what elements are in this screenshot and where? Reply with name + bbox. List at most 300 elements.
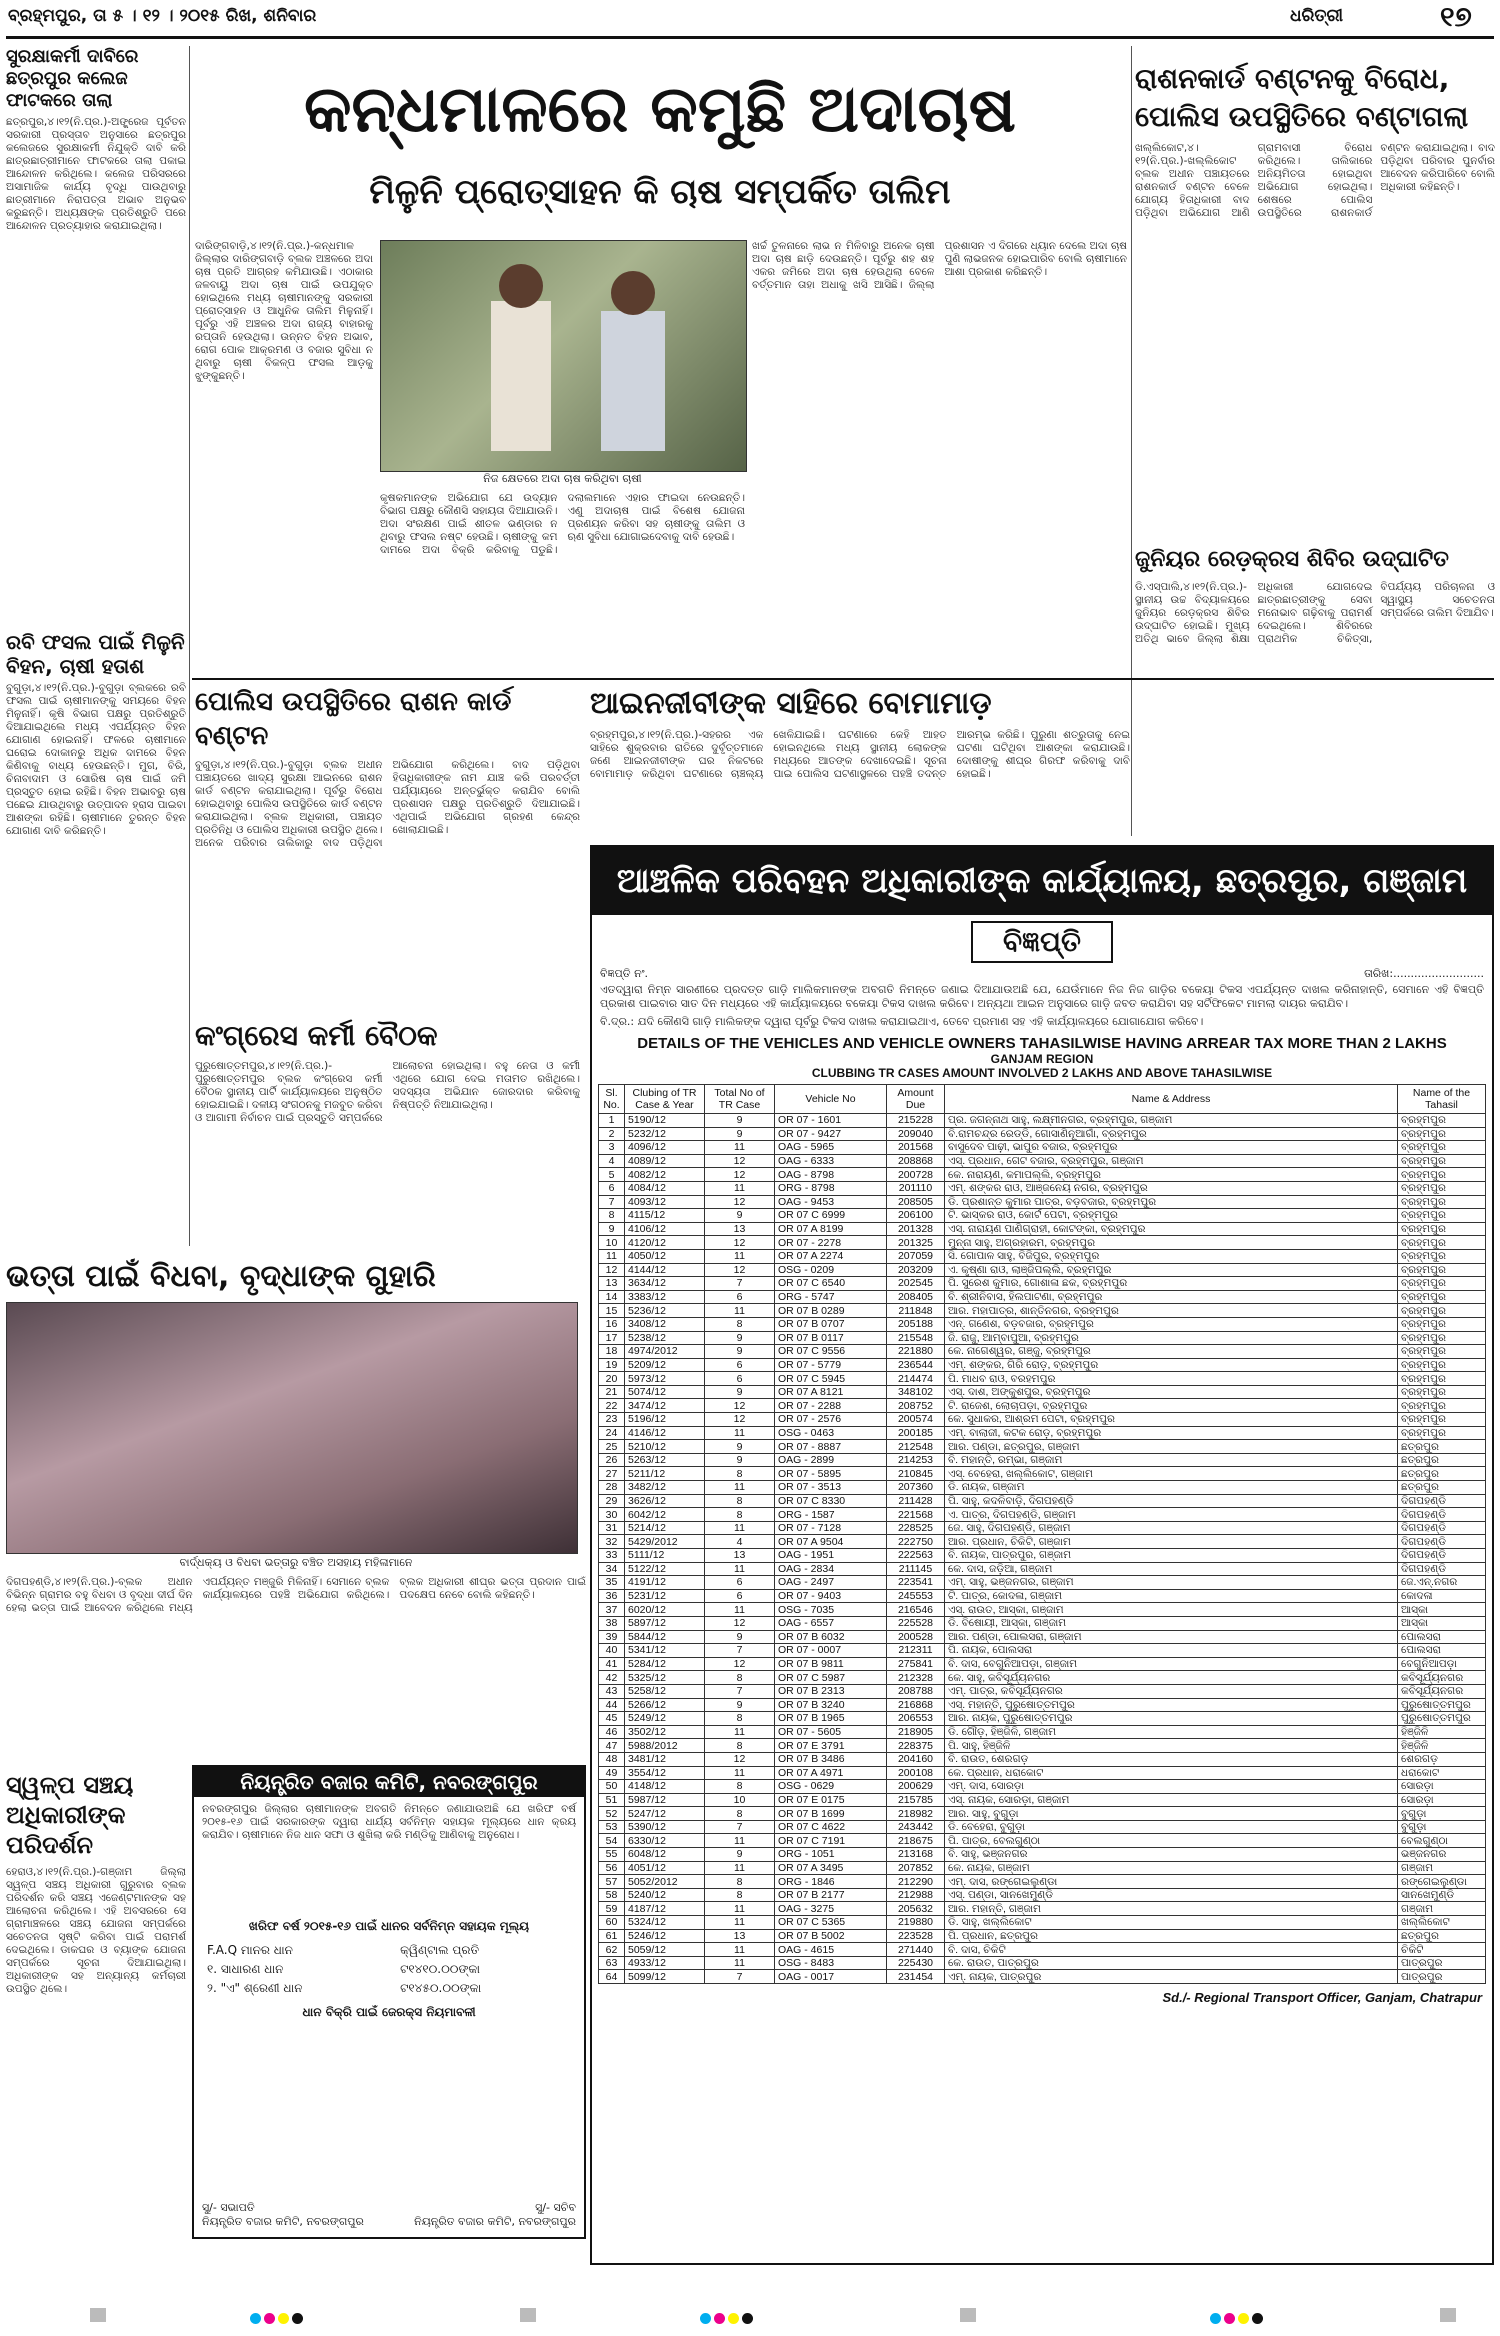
table-cell: 11 — [599, 1249, 625, 1263]
table-cell: OAG - 9453 — [775, 1195, 887, 1209]
table-cell: ଗଞ୍ଜାମ — [1398, 1861, 1486, 1875]
table-cell: 4 — [705, 1535, 775, 1549]
table-cell: OR 07 A 2274 — [775, 1249, 887, 1263]
table-cell: 19 — [599, 1358, 625, 1372]
table-cell: 4 — [599, 1154, 625, 1168]
table-cell: ଏନ୍. ଗଣେଶ, ବଡ଼ବଜାର, ବ୍ରହ୍ମପୁର — [945, 1317, 1398, 1331]
table-cell: 12 — [705, 1236, 775, 1250]
table-cell: ଏମ୍. ସାହୁ, ଭଞ୍ଜନଗର, ଗଞ୍ଜାମ — [945, 1576, 1398, 1590]
table-cell: 34 — [599, 1562, 625, 1576]
table-cell: OR 07 B 5002 — [775, 1929, 887, 1943]
table-cell: 221880 — [887, 1345, 945, 1359]
table-cell: ଦିଗପହଣ୍ଡି — [1398, 1562, 1486, 1576]
table-cell: 12 — [705, 1195, 775, 1209]
table-cell: 212311 — [887, 1644, 945, 1658]
table-cell: 222563 — [887, 1549, 945, 1563]
table-cell: OR 07 C 7191 — [775, 1834, 887, 1848]
table-cell: ବି. ନାୟକ, ପାତ୍ରପୁର, ଗଞ୍ଜାମ — [945, 1549, 1398, 1563]
gray-block — [520, 2308, 536, 2322]
table-cell: ପି. ସାହୁ, କଦଳିବାଡ଼ି, ଦିଗପହଣ୍ଡି — [945, 1494, 1398, 1508]
table-cell: 22 — [599, 1399, 625, 1413]
table-cell: 207059 — [887, 1249, 945, 1263]
table-cell: OR 07 - 9427 — [775, 1127, 887, 1141]
widows-photo — [6, 1302, 578, 1554]
table-cell: ଡି. ପ୍ରଶାନ୍ତ କୁମାର ପାତ୍ର, ବଡ଼ବଜାର, ବ୍ରହ୍ମପୁର — [945, 1195, 1398, 1209]
table-cell: ବ୍ରହ୍ମପୁର — [1398, 1399, 1486, 1413]
table-cell: 5325/12 — [625, 1671, 705, 1685]
table-row — [599, 1168, 1486, 1182]
table-cell: ବ୍ରହ୍ମପୁର — [1398, 1154, 1486, 1168]
table-cell: ORG - 8798 — [775, 1181, 887, 1195]
table-cell: ଟି. ପାତ୍ର, କୋଦଳା, ଗଞ୍ଜାମ — [945, 1589, 1398, 1603]
table-cell: 3634/12 — [625, 1277, 705, 1291]
table-cell: 12 — [705, 1616, 775, 1630]
table-cell: 5987/12 — [625, 1793, 705, 1807]
table-cell: 5284/12 — [625, 1657, 705, 1671]
table-cell: ଦିଗପହଣ୍ଡି — [1398, 1521, 1486, 1535]
table-cell: ବି. ସାହୁ, ଭଞ୍ଜନଗର — [945, 1848, 1398, 1862]
table-cell: 5240/12 — [625, 1888, 705, 1902]
table-row — [599, 1684, 1486, 1698]
headline: ପୋଲିସ ଉପସ୍ଥିତିରେ ରାଶନ କାର୍ଡ ବଣ୍ଟନ — [195, 687, 512, 751]
table-cell: 4933/12 — [625, 1956, 705, 1970]
table-cell: 5249/12 — [625, 1712, 705, 1726]
table-cell: 6 — [705, 1589, 775, 1603]
table-cell: 12 — [599, 1263, 625, 1277]
print-marks — [0, 2300, 1500, 2330]
table-cell: ଜେ.ଏନ୍.ନଗର — [1398, 1576, 1486, 1590]
table-cell: 8 — [705, 1780, 775, 1794]
table-cell: 36 — [599, 1589, 625, 1603]
table-row — [599, 1453, 1486, 1467]
table-cell: 12 — [705, 1752, 775, 1766]
table-cell: 5844/12 — [625, 1630, 705, 1644]
farmers-figures — [381, 241, 746, 471]
table-cell: 5 — [599, 1168, 625, 1182]
table-cell: 214253 — [887, 1453, 945, 1467]
table-cell: 271440 — [887, 1943, 945, 1957]
table-cell: 6 — [705, 1358, 775, 1372]
table-cell: ବ୍ରହ୍ମପୁର — [1398, 1345, 1486, 1359]
table-cell: 48 — [599, 1752, 625, 1766]
table-cell: ଡି. ବେହେରା, ବୁଗୁଡ଼ା — [945, 1820, 1398, 1834]
table-row — [599, 1970, 1486, 1984]
table-cell: 212328 — [887, 1671, 945, 1685]
table-cell: 215228 — [887, 1114, 945, 1128]
table-cell: 5263/12 — [625, 1453, 705, 1467]
table-cell: OR 07 B 1699 — [775, 1807, 887, 1821]
table-cell: କେ. ନାଗେଶ୍ୱର, ଗଞ୍ଜୁ, ବ୍ରହ୍ମପୁର — [945, 1345, 1398, 1359]
table-cell: ଛତ୍ରପୁର — [1398, 1453, 1486, 1467]
table-cell: 11 — [705, 1304, 775, 1318]
table-cell: 5232/12 — [625, 1127, 705, 1141]
table-cell: କବିସୂର୍ଯ୍ୟନଗର — [1398, 1671, 1486, 1685]
table-cell: 275841 — [887, 1657, 945, 1671]
table-cell: 57 — [599, 1875, 625, 1889]
table-cell: OAG - 6557 — [775, 1616, 887, 1630]
table-cell: 8 — [705, 1467, 775, 1481]
table-cell: 6 — [705, 1576, 775, 1590]
table-cell: 9 — [705, 1345, 775, 1359]
headline: ସୁରକ୍ଷାକର୍ମୀ ଦାବିରେ ଛତ୍ରପୁର କଲେଜ ଫାଟକରେ ତାଲା — [6, 46, 139, 111]
table-cell: 27 — [599, 1467, 625, 1481]
lead-subhead: ମିଳୁନି ପ୍ରୋତ୍ସାହନ କି ଚାଷ ସମ୍ପର୍କିତ ତାଲିମ — [369, 172, 951, 212]
table-cell: 13 — [599, 1277, 625, 1291]
table-cell: ବି. ଶ୍ରୀନିବାସ, ହିଲପାଟଣା, ବ୍ରହ୍ମପୁର — [945, 1290, 1398, 1304]
table-cell: 40 — [599, 1644, 625, 1658]
table-cell: ଛତ୍ରପୁର — [1398, 1929, 1486, 1943]
table-cell: OSG - 0209 — [775, 1263, 887, 1277]
gray-block — [90, 2308, 106, 2322]
table-cell: OR 07 B 1965 — [775, 1712, 887, 1726]
table-cell: 5247/12 — [625, 1807, 705, 1821]
table-row — [599, 1399, 1486, 1413]
table-row — [599, 1820, 1486, 1834]
table-cell: ପି. ପ୍ରଧାନ, ଛତ୍ରପୁର — [945, 1929, 1398, 1943]
cmyk-dots — [250, 2309, 306, 2328]
table-row — [599, 1739, 1486, 1753]
table-cell: ଦିଗପହଣ୍ଡି — [1398, 1549, 1486, 1563]
table-cell: 26 — [599, 1453, 625, 1467]
table-cell: ବ୍ରହ୍ମପୁର — [1398, 1114, 1486, 1128]
table-cell: 35 — [599, 1576, 625, 1590]
table-cell: ବ୍ରହ୍ମପୁର — [1398, 1331, 1486, 1345]
table-cell: ଭଞ୍ଜନଗର — [1398, 1848, 1486, 1862]
table-row — [599, 1603, 1486, 1617]
table-cell: ବ୍ରହ୍ମପୁର — [1398, 1277, 1486, 1291]
table-cell: 9 — [705, 1114, 775, 1128]
table-cell: 5231/12 — [625, 1589, 705, 1603]
table-cell: OSG - 0629 — [775, 1780, 887, 1794]
table-cell: OAG - 8798 — [775, 1168, 887, 1182]
table-cell: ଏସ୍. ପ୍ରଧାନ, ଗେଟ ବଜାର, ବ୍ରହ୍ମପୁର, ଗଞ୍ଜାମ — [945, 1154, 1398, 1168]
table-cell: 216868 — [887, 1698, 945, 1712]
table-cell: 62 — [599, 1943, 625, 1957]
table-cell: 49 — [599, 1766, 625, 1780]
table-cell: 4148/12 — [625, 1780, 705, 1794]
table-cell: 3474/12 — [625, 1399, 705, 1413]
table-cell: 11 — [705, 1725, 775, 1739]
table-cell: 3554/12 — [625, 1766, 705, 1780]
table-cell: 44 — [599, 1698, 625, 1712]
table-cell: ବ୍ରହ୍ମପୁର — [1398, 1236, 1486, 1250]
table-cell: ପି. ସାହୁ, ହିଞ୍ଜିଳି — [945, 1739, 1398, 1753]
table-row — [599, 1331, 1486, 1345]
table-row — [599, 1467, 1486, 1481]
table-row — [599, 1277, 1486, 1291]
table-cell: OR 07 E 3791 — [775, 1739, 887, 1753]
table-cell: 3 — [599, 1141, 625, 1155]
table-cell: 4093/12 — [625, 1195, 705, 1209]
bomb-article — [590, 685, 1130, 869]
article-body: ଖଲ୍ଲିକୋଟ,୪।୧୨(ନି.ପ୍ର.)-ଖଲ୍ଲିକୋଟ ବ୍ଲକ ଅଧୀନ ପଞ୍ଚାୟତରେ ରାଶନକାର୍ଡ ବଣ୍ଟନ ବେଳେ ଯୋଗ୍ୟ ହିତାଧିକାରୀ ବାଦ ପଡ଼ିଥିବା ଅଭିଯୋଗ ଆଣି ଗ୍ରାମବାସୀ ବିରୋଧ କରିଥିଲେ। ତାଲିକାରେ ଅନିୟମିତତା ହୋଇଥିବା ଅଭିଯୋଗ ହୋଇଥିଲା। ଶେଷରେ ପୋଲିସ ଉପସ୍ଥିତିରେ ରାଶନକାର୍ଡ ବଣ୍ଟନ କରାଯାଇଥିଲା। ବାଦ ପଡ଼ିଥିବା ପରିବାର ପୁନର୍ବାର ଆବେଦନ କରିପାରିବେ ବୋଲି ଅଧିକାରୀ କହିଛନ୍ତି। — [1135, 142, 1495, 219]
table-cell: 218675 — [887, 1834, 945, 1848]
table-row — [599, 1141, 1486, 1155]
table-cell: ସୋରଡ଼ା — [1398, 1780, 1486, 1794]
table-cell: 9 — [705, 1331, 775, 1345]
table-cell: 222750 — [887, 1535, 945, 1549]
table-cell: OAG - 0017 — [775, 1970, 887, 1984]
table-cell: ଏମ୍. ଶଙ୍କର, ଗିରି ରୋଡ଼, ବ୍ରହ୍ମପୁର — [945, 1358, 1398, 1372]
table-row — [599, 1345, 1486, 1359]
article-body: ଛତ୍ରପୁର,୪।୧୨(ନି.ପ୍ର.)-ଅଙ୍ଗ୍ରେଜ ପୂର୍ବତନ ସରକାରୀ ପ୍ରସ୍ତାବ ଅନୁସାରେ ଛତ୍ରପୁର କଲେଜରେ ସୁରକ୍ଷାକର୍ମୀ ନିଯୁକ୍ତି ଦାବି କରି ଛାତ୍ରଛାତ୍ରୀମାନେ ଫାଟକରେ ତାଲା ପକାଇ ଆନ୍ଦୋଳନ କରିଥିଲେ। କଲେଜ ପରିସରରେ ଅସାମାଜିକ କାର୍ଯ୍ୟ ବୃଦ୍ଧି ପାଉଥିବାରୁ ଛାତ୍ରୀମାନେ ନିରାପତ୍ତା ଅଭାବ ଅନୁଭବ କରୁଛନ୍ତି। ଅଧ୍ୟକ୍ଷଙ୍କ ପ୍ରତିଶ୍ରୁତି ପରେ ଆନ୍ଦୋଳନ ପ୍ରତ୍ୟାହାର କରାଯାଇଥିଲା। — [6, 116, 186, 232]
table-cell: 201568 — [887, 1141, 945, 1155]
table-row — [599, 1263, 1486, 1277]
table-cell: ORG - 1587 — [775, 1508, 887, 1522]
notice-region: GANJAM REGION — [990, 1052, 1094, 1066]
table-cell: ଗଞ୍ଜାମ — [1398, 1902, 1486, 1916]
table-row — [599, 1766, 1486, 1780]
ad-subheading: ଖରିଫ ବର୍ଷ ୨୦୧୫-୧୬ ପାଇଁ ଧାନର ସର୍ବନିମ୍ନ ସହାୟକ ମୂଲ୍ୟ — [248, 1919, 530, 1933]
table-row — [599, 1127, 1486, 1141]
table-row — [599, 1413, 1486, 1427]
table-cell: 6048/12 — [625, 1848, 705, 1862]
table-cell: OR 07 E 0175 — [775, 1793, 887, 1807]
table-cell: 5238/12 — [625, 1331, 705, 1345]
table-row — [599, 1549, 1486, 1563]
table-row — [599, 1562, 1486, 1576]
table-cell: ହିଞ୍ଜିଳି — [1398, 1739, 1486, 1753]
table-cell: OR 07 - 2278 — [775, 1236, 887, 1250]
savings-article — [6, 1770, 186, 2336]
table-cell: 43 — [599, 1684, 625, 1698]
lead-body-col2: କୃଷକମାନଙ୍କ ଅଭିଯୋଗ ଯେ ଉଦ୍ୟାନ ବିଭାଗ ପକ୍ଷରୁ କୌଣସି ସହାୟତା ଦିଆଯାଉନି। ଅଦା ସଂରକ୍ଷଣ ପାଇଁ ଶୀତଳ ଭଣ୍ଡାର ନ ଥିବାରୁ ଫସଲ ନଷ୍ଟ ହେଉଛି। ଚାଷୀଙ୍କୁ କମ ଦାମରେ ଅଦା ବିକ୍ରି କରିବାକୁ ପଡୁଛି। ଦଲାଲମାନେ ଏହାର ଫାଇଦା ନେଉଛନ୍ତି। ଏଣୁ ଅଦାଚାଷ ପାଇଁ ବିଶେଷ ଯୋଜନା ପ୍ରଣୟନ କରିବା ସହ ଚାଷୀଙ୍କୁ ତାଲିମ ଓ ଋଣ ସୁବିଧା ଯୋଗାଇଦେବାକୁ ଦାବି ହେଉଛି। — [380, 492, 745, 556]
table-cell: OSG - 8483 — [775, 1956, 887, 1970]
headline: କଂଗ୍ରେସ କର୍ମୀ ବୈଠକ — [195, 1019, 438, 1052]
table-cell: 203209 — [887, 1263, 945, 1277]
table-cell: 4115/12 — [625, 1209, 705, 1223]
lead-body-col3: ଖର୍ଚ୍ଚ ତୁଳନାରେ ଲାଭ ନ ମିଳିବାରୁ ଅନେକ ଚାଷୀ ଅଦା ଚାଷ ଛାଡ଼ି ଦେଉଛନ୍ତି। ପୂର୍ବରୁ ଶହ ଶହ ଏକର ଜମିରେ ଅଦା ଚାଷ ହେଉଥିଲା ବେଳେ ବର୍ତ୍ତମାନ ତାହା ଅଧାକୁ ଖସି ଆସିଛି। ଜିଲ୍ଲା ପ୍ରଶାସନ ଏ ଦିଗରେ ଧ୍ୟାନ ଦେଲେ ଅଦା ଚାଷ ପୁଣି ଲାଭଜନକ ହୋଇପାରିବ ବୋଲି ଚାଷୀମାନେ ଆଶା ପ୍ରକାଶ କରିଛନ୍ତି। — [752, 240, 1127, 291]
table-cell: ବ୍ରହ୍ମପୁର — [1398, 1209, 1486, 1223]
table-row — [599, 1875, 1486, 1889]
table-cell: OR 07 - 1601 — [775, 1114, 887, 1128]
table-cell: ଆସ୍କା — [1398, 1616, 1486, 1630]
table-row — [599, 1290, 1486, 1304]
table-cell: 206553 — [887, 1712, 945, 1726]
table-cell: 5973/12 — [625, 1372, 705, 1386]
table-cell: 8 — [705, 1712, 775, 1726]
table-cell: 10 — [705, 1793, 775, 1807]
table-cell: ଦିଗପହଣ୍ଡି — [1398, 1494, 1486, 1508]
table-cell: ବି. ମହାନ୍ତି, ରମ୍ଭା, ଗଞ୍ଜାମ — [945, 1453, 1398, 1467]
congress-article — [195, 1018, 580, 1250]
table-cell: ବ୍ରହ୍ମପୁର — [1398, 1222, 1486, 1236]
table-cell: 7 — [705, 1277, 775, 1291]
notice-clubbing: CLUBBING TR CASES AMOUNT INVOLVED 2 LAKHS AND ABOVE TAHASILWISE — [811, 1066, 1273, 1080]
redcross-article — [1135, 545, 1495, 851]
table-cell: 8 — [705, 1508, 775, 1522]
table-row — [599, 1916, 1486, 1930]
table-cell: OR 07 B 6032 — [775, 1630, 887, 1644]
table-cell: OR 07 A 4971 — [775, 1766, 887, 1780]
table-cell: 5246/12 — [625, 1929, 705, 1943]
table-cell: କେ. ସାହୁ, କବିସୂର୍ଯ୍ୟନଗର — [945, 1671, 1398, 1685]
table-cell: ଡି. ନାୟକ, ଗଞ୍ଜାମ — [945, 1481, 1398, 1495]
table-cell: 3383/12 — [625, 1290, 705, 1304]
table-cell: ଆର. ପ୍ରଧାନ, ଚିକିଟି, ଗଞ୍ଜାମ — [945, 1535, 1398, 1549]
gray-block — [960, 2308, 976, 2322]
table-cell: 6042/12 — [625, 1508, 705, 1522]
table-cell: 11 — [705, 1426, 775, 1440]
column-header: Sl. No. — [599, 1085, 625, 1114]
table-cell: 213168 — [887, 1848, 945, 1862]
table-cell: 5236/12 — [625, 1304, 705, 1318]
table-cell: ବୁଗୁଡ଼ା — [1398, 1807, 1486, 1821]
table-cell: ବ୍ରହ୍ମପୁର — [1398, 1358, 1486, 1372]
table-cell: OR 07 - 5895 — [775, 1467, 887, 1481]
table-cell: ଆର. ନାୟକ, ପୁରୁଷୋତ୍ତମପୁର — [945, 1712, 1398, 1726]
table-header-row — [599, 1085, 1486, 1114]
table-cell: ବି. ଦାସ, ଚିକିଟି — [945, 1943, 1398, 1957]
table-cell: 208505 — [887, 1195, 945, 1209]
table-cell: 5209/12 — [625, 1358, 705, 1372]
table-cell: OR 07 A 3495 — [775, 1861, 887, 1875]
cmyk-dots — [1210, 2309, 1266, 2328]
article-body: ଡି.ଏସ୍‌ପାଲି,୪।୧୨(ନି.ପ୍ର.)-ସ୍ଥାନୀୟ ଉଚ୍ଚ ବିଦ୍ୟାଳୟରେ ଜୁନିୟର ରେଡ଼କ୍ରସ ଶିବିର ଉଦ୍‌ଘାଟିତ ହୋଇଛି। ମୁଖ୍ୟ ଅତିଥି ଭାବେ ଜିଲ୍ଲା ଶିକ୍ଷା ଅଧିକାରୀ ଯୋଗଦେଇ ଛାତ୍ରଛାତ୍ରୀଙ୍କୁ ସେବା ମନୋଭାବ ଗଢ଼ିବାକୁ ପରାମର୍ଶ ଦେଇଥିଲେ। ଶିବିରରେ ପ୍ରାଥମିକ ଚିକିତ୍ସା, ବିପର୍ଯ୍ୟୟ ପରିଚାଳନା ଓ ସ୍ୱାସ୍ଥ୍ୟ ସଚେତନତା ସମ୍ପର୍କରେ ତାଲିମ ଦିଆଯିବ। — [1135, 581, 1495, 645]
table-cell: 7 — [705, 1644, 775, 1658]
table-cell: 32 — [599, 1535, 625, 1549]
table-cell: OR 07 B 0117 — [775, 1331, 887, 1345]
table-cell: 13 — [705, 1929, 775, 1943]
table-cell: ଆର. ସାହୁ, ବୁଗୁଡ଼ା — [945, 1807, 1398, 1821]
table-cell: 56 — [599, 1861, 625, 1875]
column-header: Amount Due — [887, 1085, 945, 1114]
table-cell: ପ୍ର. ଜଗନ୍ନାଥ ସାହୁ, ଲକ୍ଷ୍ମୀନଗର, ବ୍ରହ୍ମପୁର, ଗଞ୍ଜାମ — [945, 1114, 1398, 1128]
table-cell: 9 — [705, 1630, 775, 1644]
table-row — [599, 1834, 1486, 1848]
table-cell: ଡି. ଗୌଡ଼, ହିଞ୍ଜିଳି, ଗଞ୍ଜାମ — [945, 1725, 1398, 1739]
table-cell: 9 — [705, 1385, 775, 1399]
table-cell: ଧରାକୋଟ — [1398, 1766, 1486, 1780]
headline: ଜୁନିୟର ରେଡ଼କ୍ରସ ଶିବିର ଉଦ୍‌ଘାଟିତ — [1135, 547, 1449, 572]
ad-headline: ନିୟନ୍ତ୍ରିତ ବଜାର କମିଟି, ନବରଙ୍ଗପୁର — [194, 1767, 584, 1797]
table-cell: OR 07 C 8330 — [775, 1494, 887, 1508]
table-cell: ପାତ୍ରପୁର — [1398, 1970, 1486, 1984]
table-cell: 11 — [705, 1603, 775, 1617]
table-cell: 5099/12 — [625, 1970, 705, 1984]
cmyk-dots — [700, 2309, 756, 2328]
table-row — [599, 1956, 1486, 1970]
table-cell: 215548 — [887, 1331, 945, 1345]
table-cell: 4191/12 — [625, 1576, 705, 1590]
table-cell: 4089/12 — [625, 1154, 705, 1168]
table-cell: 4187/12 — [625, 1902, 705, 1916]
table-cell: 223541 — [887, 1576, 945, 1590]
column-header: Total No of TR Case — [705, 1085, 775, 1114]
table-cell: 59 — [599, 1902, 625, 1916]
table-cell: 205632 — [887, 1902, 945, 1916]
table-cell: ଏମ୍. ନାୟକ, ପାତ୍ରପୁର — [945, 1970, 1398, 1984]
table-cell: 54 — [599, 1834, 625, 1848]
table-cell: ବ୍ରହ୍ମପୁର — [1398, 1168, 1486, 1182]
article-body: ବୁଗୁଡ଼ା,୪।୧୨(ନି.ପ୍ର.)-ବୁଗୁଡ଼ା ବ୍ଲକ ଅଧୀନ ପଞ୍ଚାୟତରେ ଖାଦ୍ୟ ସୁରକ୍ଷା ଆଇନରେ ରାଶନ କାର୍ଡ ବଣ୍ଟନ କରାଯାଇଥିଲା। ପୂର୍ବରୁ ବିରୋଧ ହୋଇଥିବାରୁ ପୋଲିସ ଉପସ୍ଥିତିରେ କାର୍ଡ ବଣ୍ଟନ କରାଯାଇଥିଲା। ବ୍ଲକ ଅଧିକାରୀ, ପଞ୍ଚାୟତ ପ୍ରତିନିଧି ଓ ପୋଲିସ ଅଧିକାରୀ ଉପସ୍ଥିତ ଥିଲେ। ଅନେକ ପରିବାର ତାଲିକାରୁ ବାଦ ପଡ଼ିଥିବା ଅଭିଯୋଗ କରିଥିଲେ। ବାଦ ପଡ଼ିଥିବା ହିତାଧିକାରୀଙ୍କ ନାମ ଯାଞ୍ଚ କରି ପରବର୍ତ୍ତୀ ପର୍ଯ୍ୟାୟରେ ଅନ୍ତର୍ଭୁକ୍ତ କରାଯିବ ବୋଲି ପ୍ରଶାସନ ପକ୍ଷରୁ ପ୍ରତିଶ୍ରୁତି ଦିଆଯାଇଛି। ଏଥିପାଇଁ ଅଭିଯୋଗ ଗ୍ରହଣ କେନ୍ଦ୍ର ଖୋଲାଯାଇଛି। — [195, 759, 580, 849]
table-row — [599, 1943, 1486, 1957]
table-cell: 200185 — [887, 1426, 945, 1440]
table-cell: ଏସ୍. ମହାନ୍ତି, ପୁରୁଷୋତ୍ତମପୁର — [945, 1698, 1398, 1712]
table-cell: 11 — [705, 1902, 775, 1916]
table-row — [599, 1222, 1486, 1236]
table-cell: 210845 — [887, 1467, 945, 1481]
table-cell: ପୁରୁଷୋତ୍ତମପୁର — [1398, 1712, 1486, 1726]
table-row — [599, 1725, 1486, 1739]
table-row — [599, 1576, 1486, 1590]
table-row — [599, 1644, 1486, 1658]
table-cell: ପୋଲସରା — [1398, 1630, 1486, 1644]
table-cell: OR 07 C 6540 — [775, 1277, 887, 1291]
table-cell: 228375 — [887, 1739, 945, 1753]
table-row — [599, 1712, 1486, 1726]
table-cell: 5988/2012 — [625, 1739, 705, 1753]
table-cell: ବ୍ରହ୍ମପୁର — [1398, 1127, 1486, 1141]
table-cell: 2 — [599, 1127, 625, 1141]
notice-ref: ବିଜ୍ଞପ୍ତି ନଂ. — [600, 967, 649, 980]
table-row — [599, 1304, 1486, 1318]
table-cell: 6330/12 — [625, 1834, 705, 1848]
table-cell: OAG - 5965 — [775, 1141, 887, 1155]
table-cell: 25 — [599, 1440, 625, 1454]
table-cell: 6020/12 — [625, 1603, 705, 1617]
table-cell: OAG - 4615 — [775, 1943, 887, 1957]
msp-table — [204, 1940, 564, 1999]
table-row — [599, 1249, 1486, 1263]
table-cell: OR 07 B 3486 — [775, 1752, 887, 1766]
notice-footnote: ବି.ଦ୍ର.: ଯଦି କୌଣସି ଗାଡ଼ି ମାଲିକଙ୍କ ଦ୍ୱାରା ପୂର୍ବରୁ ଟିକସ ଦାଖଲ କରାଯାଇଥାଏ, ତେବେ ପ୍ରମାଣ ସହ ଏହି କାର୍ଯ୍ୟାଳୟରେ ଯୋଗାଯୋଗ କରିବେ। — [600, 1015, 1204, 1028]
table-cell: 4082/12 — [625, 1168, 705, 1182]
masthead-paper-name: ଧରିତ୍ରୀ — [1290, 6, 1344, 26]
table-cell: 225528 — [887, 1616, 945, 1630]
table-row — [599, 1372, 1486, 1386]
table-cell: OR 07 C 4622 — [775, 1820, 887, 1834]
table-cell: OR 07 - 3513 — [775, 1481, 887, 1495]
table-cell: ଏମ୍. ଦାସ, ସୋରଡ଼ା — [945, 1780, 1398, 1794]
table-cell: ବ୍ରହ୍ମପୁର — [1398, 1195, 1486, 1209]
table-cell: 228525 — [887, 1521, 945, 1535]
lead-photo — [380, 240, 747, 472]
table-cell: 3481/12 — [625, 1752, 705, 1766]
ration-police-article — [195, 685, 580, 1069]
table-cell: ବି.ରାମଚନ୍ଦ୍ର ରେଡ୍ଡି, ଗୋସାଣିନୂଆଗାଁ, ବ୍ରହ୍ମପୁର — [945, 1127, 1398, 1141]
table-cell: 9 — [705, 1440, 775, 1454]
table-cell: 53 — [599, 1820, 625, 1834]
table-cell: OSG - 0463 — [775, 1426, 887, 1440]
table-cell: 42 — [599, 1671, 625, 1685]
table-cell: 5266/12 — [625, 1698, 705, 1712]
table-cell: OAG - 6333 — [775, 1154, 887, 1168]
table-cell: 218982 — [887, 1807, 945, 1821]
table-cell: ବେଲଗୁଣ୍ଠା — [1398, 1834, 1486, 1848]
table-cell: OR 07 B 3240 — [775, 1698, 887, 1712]
table-cell: ବ୍ରହ୍ମପୁର — [1398, 1141, 1486, 1155]
table-cell: 4084/12 — [625, 1181, 705, 1195]
msp-row: F.A.Q ମାନର ଧାନ କ୍ୱିଣ୍ଟାଲ ପ୍ରତି — [207, 1943, 480, 1957]
table-cell: 28 — [599, 1481, 625, 1495]
table-cell: କୋଦଳା — [1398, 1589, 1486, 1603]
table-cell: OAG - 2497 — [775, 1576, 887, 1590]
table-cell: ବି. ରାଉତ, ଶେରଗଡ଼ — [945, 1752, 1398, 1766]
table-cell: ବୁଗୁଡ଼ା — [1398, 1820, 1486, 1834]
table-cell: ପି. ପାତ୍ର, ବେଲଗୁଣ୍ଠା — [945, 1834, 1398, 1848]
table-cell: ଶେରଗଡ଼ — [1398, 1752, 1486, 1766]
sign-left: ସୁ/- ସଭାପତି — [202, 2201, 255, 2214]
table-cell: 3408/12 — [625, 1317, 705, 1331]
table-cell: ଏସ୍. ନାୟକ, ସୋରଡ଼ା, ଗଞ୍ଜାମ — [945, 1793, 1398, 1807]
headline: ସ୍ୱଳ୍ପ ସଞ୍ଚୟ ଅଧିକାରୀଙ୍କ ପରିଦର୍ଶନ — [6, 1771, 134, 1859]
table-cell: OR 07 - 9403 — [775, 1589, 887, 1603]
table-cell: 7 — [705, 1684, 775, 1698]
table-cell: 8 — [705, 1317, 775, 1331]
table-cell: 3502/12 — [625, 1725, 705, 1739]
table-cell: କେ. ରାଉତ, ପାତ୍ରପୁର — [945, 1956, 1398, 1970]
